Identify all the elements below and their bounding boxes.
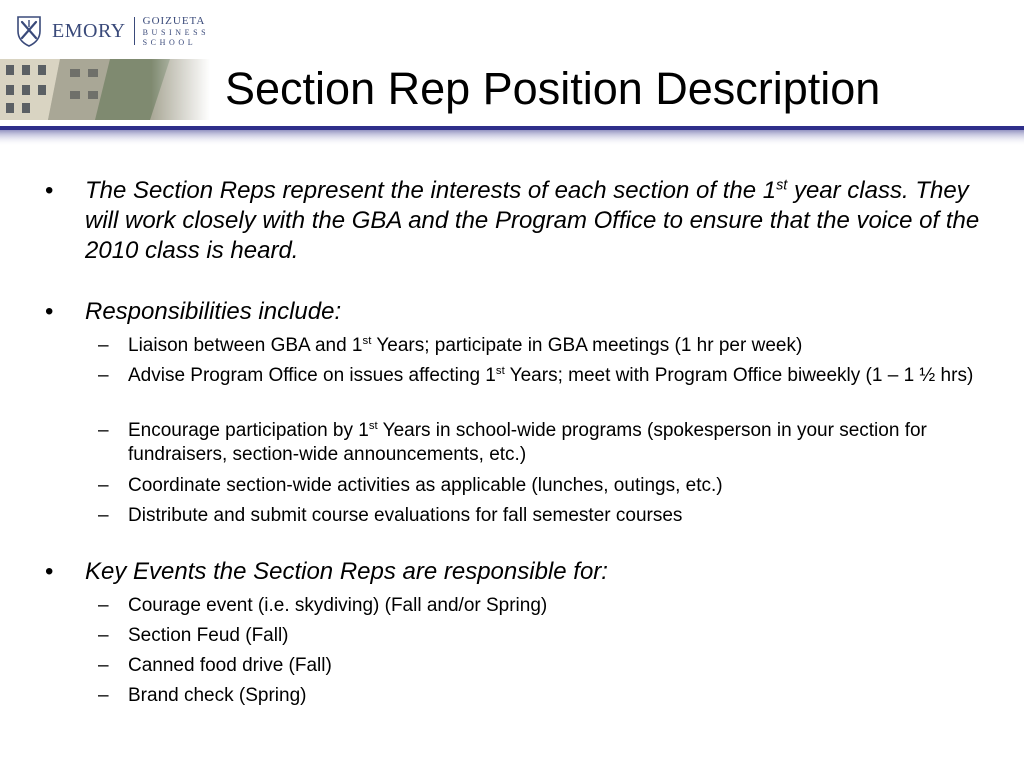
sub-item-text: Distribute and submit course evaluations for fall semester courses (128, 505, 683, 526)
dash-marker: – (98, 475, 109, 496)
slide-title: Section Rep Position Description (225, 63, 881, 114)
superscript: st (776, 177, 788, 194)
dash-marker: – (98, 595, 109, 616)
title-underline (0, 126, 1024, 146)
bullet-text: year class. They will work closely with the GBA and the Program Office to ensure that the voice of the 2010 class is heard. (85, 177, 980, 264)
emory-wordmark: EMORY (52, 19, 126, 42)
sub-item-encourage (98, 419, 998, 467)
sub-item-canned-food (98, 654, 998, 678)
sub-item-section-feud (98, 624, 998, 648)
bullet-text: The Section Reps represent the interests of each section of the 1 (85, 177, 777, 204)
building-photo (0, 59, 210, 120)
sub-item-brand-check (98, 684, 998, 708)
bullet-text: Key Events the Section Reps are responsible for: (85, 558, 608, 585)
dash-marker: – (98, 335, 109, 356)
superscript: st (368, 420, 378, 433)
superscript: st (495, 365, 505, 378)
dash-marker: – (98, 505, 109, 526)
bullet-key-events (45, 557, 995, 587)
sub-item-text: Coordinate section-wide activities as applicable (lunches, outings, etc.) (128, 475, 723, 496)
sub-item-liaison (98, 334, 998, 358)
emory-shield-icon (16, 15, 42, 47)
bullet-marker: • (45, 558, 54, 585)
dash-marker: – (98, 365, 109, 386)
school-name-line1: GOIZUETA (142, 14, 206, 27)
school-name-line2: BUSINESS (142, 27, 210, 37)
bullet-marker: • (45, 177, 54, 204)
dash-marker: – (98, 655, 109, 676)
sub-item-courage-event (98, 594, 998, 618)
sub-item-text: Years in school-wide programs (spokesperson in your section for fundraisers, section-wide announcements, etc.) (128, 420, 927, 465)
sub-item-text: Years; participate in GBA meetings (1 hr per week) (371, 335, 803, 356)
bullet-responsibilities (45, 297, 995, 327)
sub-item-text: Years; meet with Program Office biweekly (1 – 1 ½ hrs) (504, 365, 974, 386)
sub-item-coordinate (98, 474, 998, 498)
logo-divider (134, 17, 135, 45)
sub-item-text: Courage event (i.e. skydiving) (Fall and/or Spring) (128, 595, 548, 616)
school-name-line3: SCHOOL (142, 37, 197, 47)
dash-marker: – (98, 420, 109, 441)
bullet-section-reps (45, 176, 995, 266)
bullet-marker: • (45, 298, 54, 325)
sub-item-text: Liaison between GBA and 1 (128, 335, 363, 356)
sub-item-text: Advise Program Office on issues affecting 1 (128, 365, 496, 386)
sub-item-distribute (98, 504, 998, 528)
bullet-text: Responsibilities include: (85, 298, 342, 325)
school-wordmark (143, 16, 210, 47)
sub-item-text: Encourage participation by 1 (128, 420, 369, 441)
dash-marker: – (98, 685, 109, 706)
sub-item-text: Section Feud (Fall) (128, 625, 289, 646)
emory-goizueta-logo (16, 14, 209, 48)
sub-item-text: Canned food drive (Fall) (128, 655, 332, 676)
sub-item-advise (98, 364, 998, 388)
sub-item-text: Brand check (Spring) (128, 685, 307, 706)
superscript: st (362, 335, 372, 348)
dash-marker: – (98, 625, 109, 646)
